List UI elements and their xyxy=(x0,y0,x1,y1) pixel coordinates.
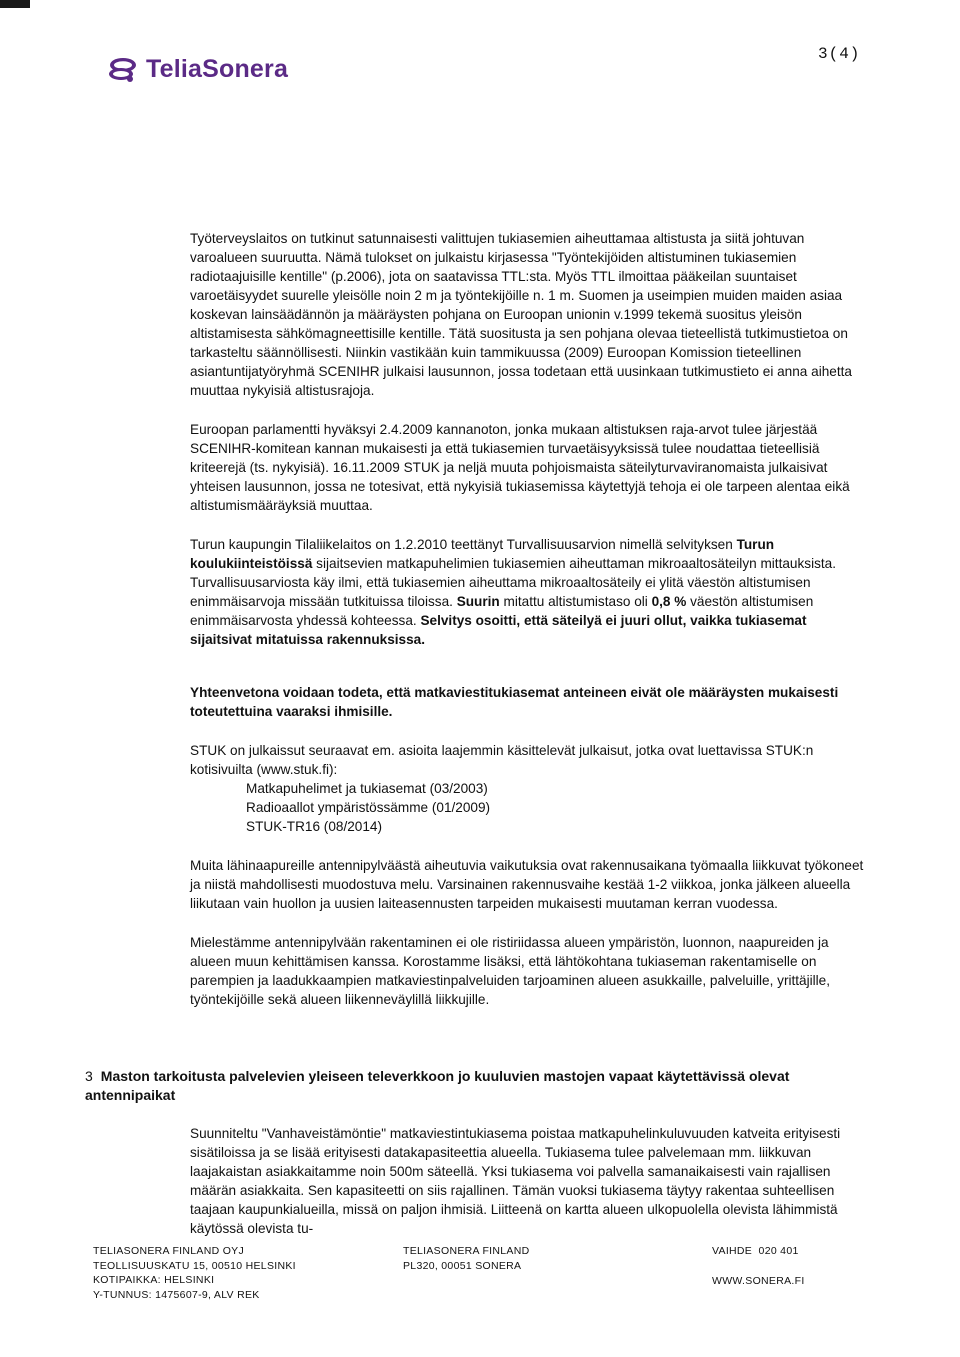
footer-line: TELIASONERA FINLAND OYJ xyxy=(93,1245,245,1257)
section-3-body xyxy=(190,1124,870,1238)
footer-line: TELIASONERA FINLAND xyxy=(403,1245,530,1257)
paragraph-ttl: Työterveyslaitos on tutkinut satunnaisesti valittujen tukiasemien aiheuttamaa altistusta ja siitä johtuvan varoalueen suuruutta. Nämä tulokset on julkaistu kirjasessa "Työntekijöiden altistuminen tukiasemien radiotaajuisille kentille" (p.2006), jota on saatavissa TTL:sta. Myös TTL ilmoittaa pääkeilan suuntaiset varoetäisyydet suurelle yleisölle noin 2 m ja työntekijöille n. 1 m. Suomen ja useimpien muiden maiden asiaa koskevan lainsäädännön ja määräysten pohjana on Euroopan unionin v.1999 tekemä suositus yleisön altistamisesta sähkömagneettisille kentille. Tätä suositusta ja sen pohjana olevaa tieteellistä tutkimustietoa on tarkasteltu säännöllisesti. Niinkin vastikään kuin tammikuussa (2009) Euroopan Komission tieteellinen asiantuntijatyöryhmä SCENIHR julkaisi lausunnon, jossa todetaan että uusinkaan tutkimustieto ei anna aihetta muuttaa nykyisiä altistusrajoja. xyxy=(190,231,852,398)
footer-company-info xyxy=(93,1244,296,1302)
paragraph-section3: Suunniteltu "Vanhaveistämöntie" matkaviestintukiasema poistaa matkapuhelinkuluvuuden katveita erityisesti sisätiloissa ja se lisää erityisesti datakapasiteettia alueella. Tukiasema tulee palvelemaan mm. liikkuvan laajakaistan asiakkaitamme noin 500m säteellä. Yksi tukiasema voi palvella samanaikaisesti vain rajallisen määrän asiakkaita. Sen kapasiteetti on siis rajallinen. Tämän vuoksi tukiasema täytyy rakentaa suhteellisen taajaan kaupunkialueilla, missä on paljon ihmisiä. Liitteenä on kartta alueen ulkopuolella olevista lähimmistä käytössä olevista tu- xyxy=(190,1126,841,1236)
publication-item: Matkapuhelimet ja tukiasemat (03/2003) xyxy=(246,781,488,796)
section-3-heading xyxy=(85,1067,865,1105)
teliasonera-logo-icon xyxy=(106,52,140,86)
publication-item: Radioaallot ympäristössämme (01/2009) xyxy=(246,800,491,815)
page-number: 3(4) xyxy=(818,45,861,63)
turku-text-4: väestön altistumisen enimmäisarvosta yhdessä kohteessa. xyxy=(190,594,814,628)
publication-list xyxy=(246,779,870,836)
footer-line: TEOLLISUUSKATU 15, 00510 HELSINKI xyxy=(93,1259,296,1272)
paragraph-summary: Yhteenvetona voidaan todeta, että matkaviestitukiasemat anteineen eivät ole määräysten mukaisesti toteutettuina vaaraksi ihmisille. xyxy=(190,685,839,719)
turku-text-bold-3: 0,8 % xyxy=(651,594,687,609)
scan-corner-mark xyxy=(0,0,30,8)
paragraph-construction: Muita lähinaapureille antennipylväästä aiheutuvia vaikutuksia ovat rakennusaikana työmaalla liikkuvat työkoneet ja niistä mahdollisesti muodostuva melu. Varsinainen rakennusvaihe kestää 1-2 viikkoa, jonka jälkeen alueella liikutaan vain huollon ja uusien laiteasennusten tarpeiden mukaisesti muutaman kerran vuodessa. xyxy=(190,858,864,911)
paragraph-stuk: STUK on julkaissut seuraavat em. asioita laajemmin käsittelevät julkaisut, jotka ovat luettavissa STUK:n kotisivuilta (www.stuk.fi): xyxy=(190,743,814,777)
turku-text-bold-2: Suurin xyxy=(456,594,500,609)
turku-text-bold-1: Turun koulukiinteistöissä xyxy=(190,537,775,571)
footer-phone: VAIHDE 020 401 xyxy=(712,1245,799,1257)
publication-item: STUK-TR16 (08/2014) xyxy=(246,819,382,834)
footer-contact xyxy=(712,1244,805,1288)
paragraph-opinion: Mielestämme antennipylvään rakentaminen ei ole ristiriidassa alueen ympäristön, luonnon, naapureiden ja alueen muun kehittämisen kanssa. Korostamme lisäksi, että lähtökohtana tukiaseman rakentamiselle on parempien ja laadukkaampien matkaviestinpalveluiden tarjoaminen alueen asukkaille, palveluille, yrittäjille, työntekijöille sekä alueen liikenneväylillä liikkujille. xyxy=(190,935,831,1007)
paragraph-eu-parliament: Euroopan parlamentti hyväksyi 2.4.2009 kannanoton, jonka mukaan altistuksen raja-arvot tulee järjestää SCENIHR-komitean kannan mukaisesti ja että tukiasemien turvaetäisyyksissä tulee noudattaa tieteellisiä kriteerejä (ts. nykyisiä). 16.11.2009 STUK ja neljä muuta pohjoismaista säteilyturvaviranomaista julkaisivat yhteisen lausunnon, jossa ne totesivat, että nykyisiä tukiasemissa käytettyjä tehoja ei ole tarpeen alentaa eikä altistumismääräyksiä muuttaa. xyxy=(190,422,850,513)
footer-line: KOTIPAIKKA: HELSINKI xyxy=(93,1274,215,1286)
footer-line: PL320, 00051 SONERA xyxy=(403,1259,522,1272)
turku-text-3: mitattu altistumistaso oli xyxy=(499,594,652,609)
logo-text: TeliaSonera xyxy=(146,54,289,83)
footer-web: WWW.SONERA.FI xyxy=(712,1274,805,1287)
turku-text-bold-4: Selvitys osoitti, että säteilyä ei juuri ollut, vaikka tukiasemat sijaitsivat mitatuissa rakennuksissa. xyxy=(190,613,807,647)
company-logo xyxy=(106,52,288,86)
turku-text-2: sijaitsevien matkapuhelimien tukiasemien aiheuttaman mikroaaltosäteilyn mittauksista. Turvallisuusarviosta käy ilmi, että tukiasemien aiheuttama mikroaaltosäteily ei ylitä väestön altistumisen enimmäisarvoja missään tutkituissa tiloissa. xyxy=(190,556,836,609)
section-title: Maston tarkoitusta palvelevien yleiseen televerkkoon jo kuuluvien mastojen vapaat käytettävissä olevat antennipaikat xyxy=(85,1068,790,1103)
paragraph-turku xyxy=(190,535,870,649)
main-content xyxy=(190,229,870,1029)
turku-text-1: Turun kaupungin Tilaliikelaitos on 1.2.2010 teettänyt Turvallisuusarvion nimellä selvityksen xyxy=(190,537,737,552)
footer-line: Y-TUNNUS: 1475607-9, ALV REK xyxy=(93,1288,260,1301)
footer-postal xyxy=(403,1244,529,1273)
section-number: 3 xyxy=(85,1068,93,1084)
